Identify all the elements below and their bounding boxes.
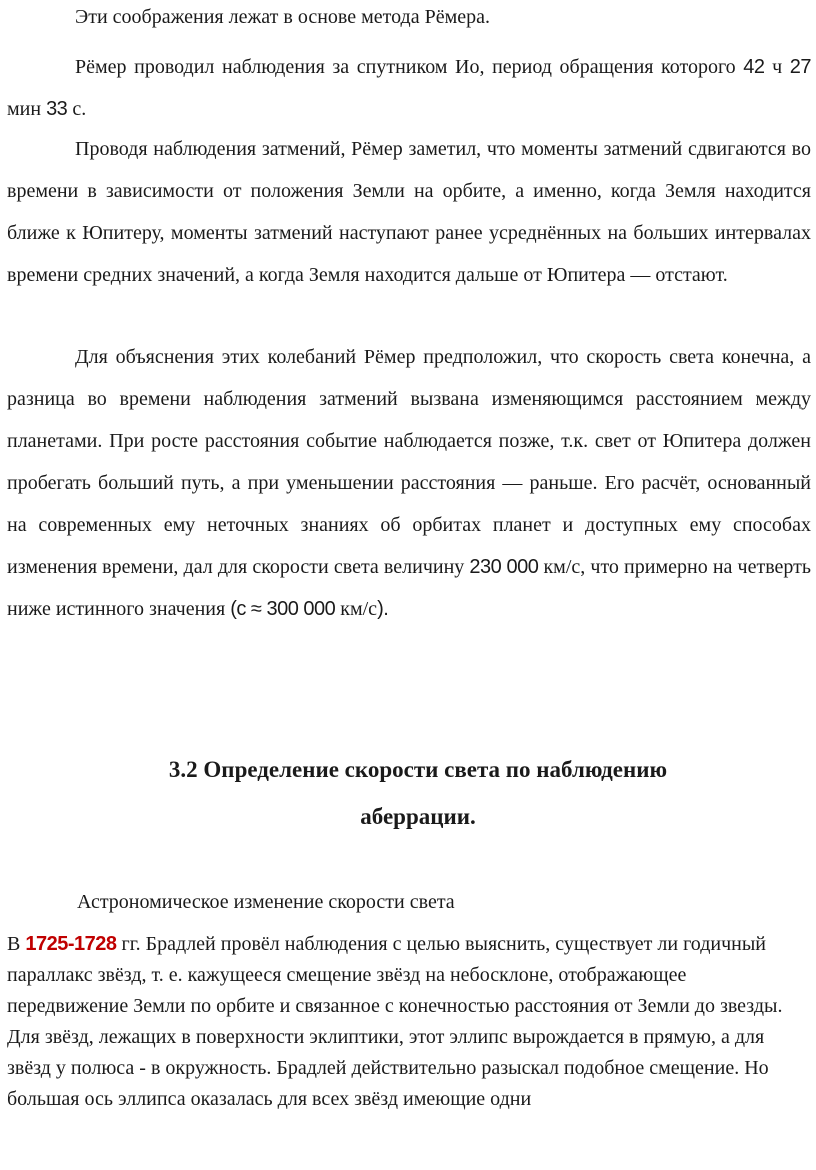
seconds-value: 33 [46,98,68,120]
minutes-unit: мин [7,98,47,120]
paragraph-text: Проводя наблюдения затмений, Рёмер заметил, что моменты затмений сдвигаются во времени в зависимости от положения Земли на орбите, а именно, когда Земля находится ближе к Юпитеру, моменты затмений наступают ранее усреднённых на больших интервалах времени средних значений, а когда Земля находится дальше от Юпитера — отстают. [7,138,811,286]
paragraph-eclipse-shift [7,128,811,296]
roemer-speed-value: 230 000 [469,556,539,578]
hours-value: 42 [743,56,765,78]
subheading: Астрономическое изменение скорости света [77,891,455,913]
speed-unit: км/с [335,598,378,620]
paragraph-text: Для объяснения этих колебаний Рёмер предположил, что скорость света конечна, а разница во времени наблюдения затмений вызвана изменяющимся расстоянием между планетами. При росте расстояния событие наблюдается позже, т.к. свет от Юпитера должен пробегать больший путь, а при уменьшении расстояния — раньше. Его расчёт, основанный на современных ему неточных знаниях об орбитах планет и доступных ему способах изменения времени, дал для скорости света величину [7,346,811,578]
hours-unit: ч [764,56,790,78]
minutes-value: 27 [789,56,811,78]
seconds-unit: с. [67,98,87,120]
paragraph-light-speed-estimate [7,336,811,630]
paragraph-bradley [7,929,807,1115]
paragraph-text: гг. Брадлей провёл наблюдения с целью выяснить, существует ли годичный параллакс звёзд, т. е. кажущееся смещение звёзд на небосклоне, отображающее передвижение Земли по орбите и связанное с конечностью расстояния от Земли до звезды. Для звёзд, лежащих в поверхности эклиптики, этот эллипс вырождается в прямую, а для звёзд у полюса - в окружность. Брадлей действительно разыскал подобное смещение. Но большая ось эллипса оказалась для всех звёзд имеющие одни [7,933,783,1110]
paragraph-text: км/с, что примерно на четверть ниже истинного значения [7,556,811,620]
paragraph-text: В [7,933,26,955]
true-speed-value: (с ≈ 300 000 [230,598,336,620]
years-highlight: 1725-1728 [25,933,117,955]
paragraph-text: Эти соображения лежат в основе метода Рёмера. [75,6,491,28]
closing-paren: ). [377,598,389,620]
paragraph-roemer-method [7,2,811,32]
paragraph-text: Рёмер проводил наблюдения за спутником Ио, период обращения которого [75,56,744,78]
section-heading-continued: аберрации. [360,804,476,829]
section-heading: 3.2 Определение скорости света по наблюдению [168,757,668,782]
paragraph-io-period [7,46,811,130]
